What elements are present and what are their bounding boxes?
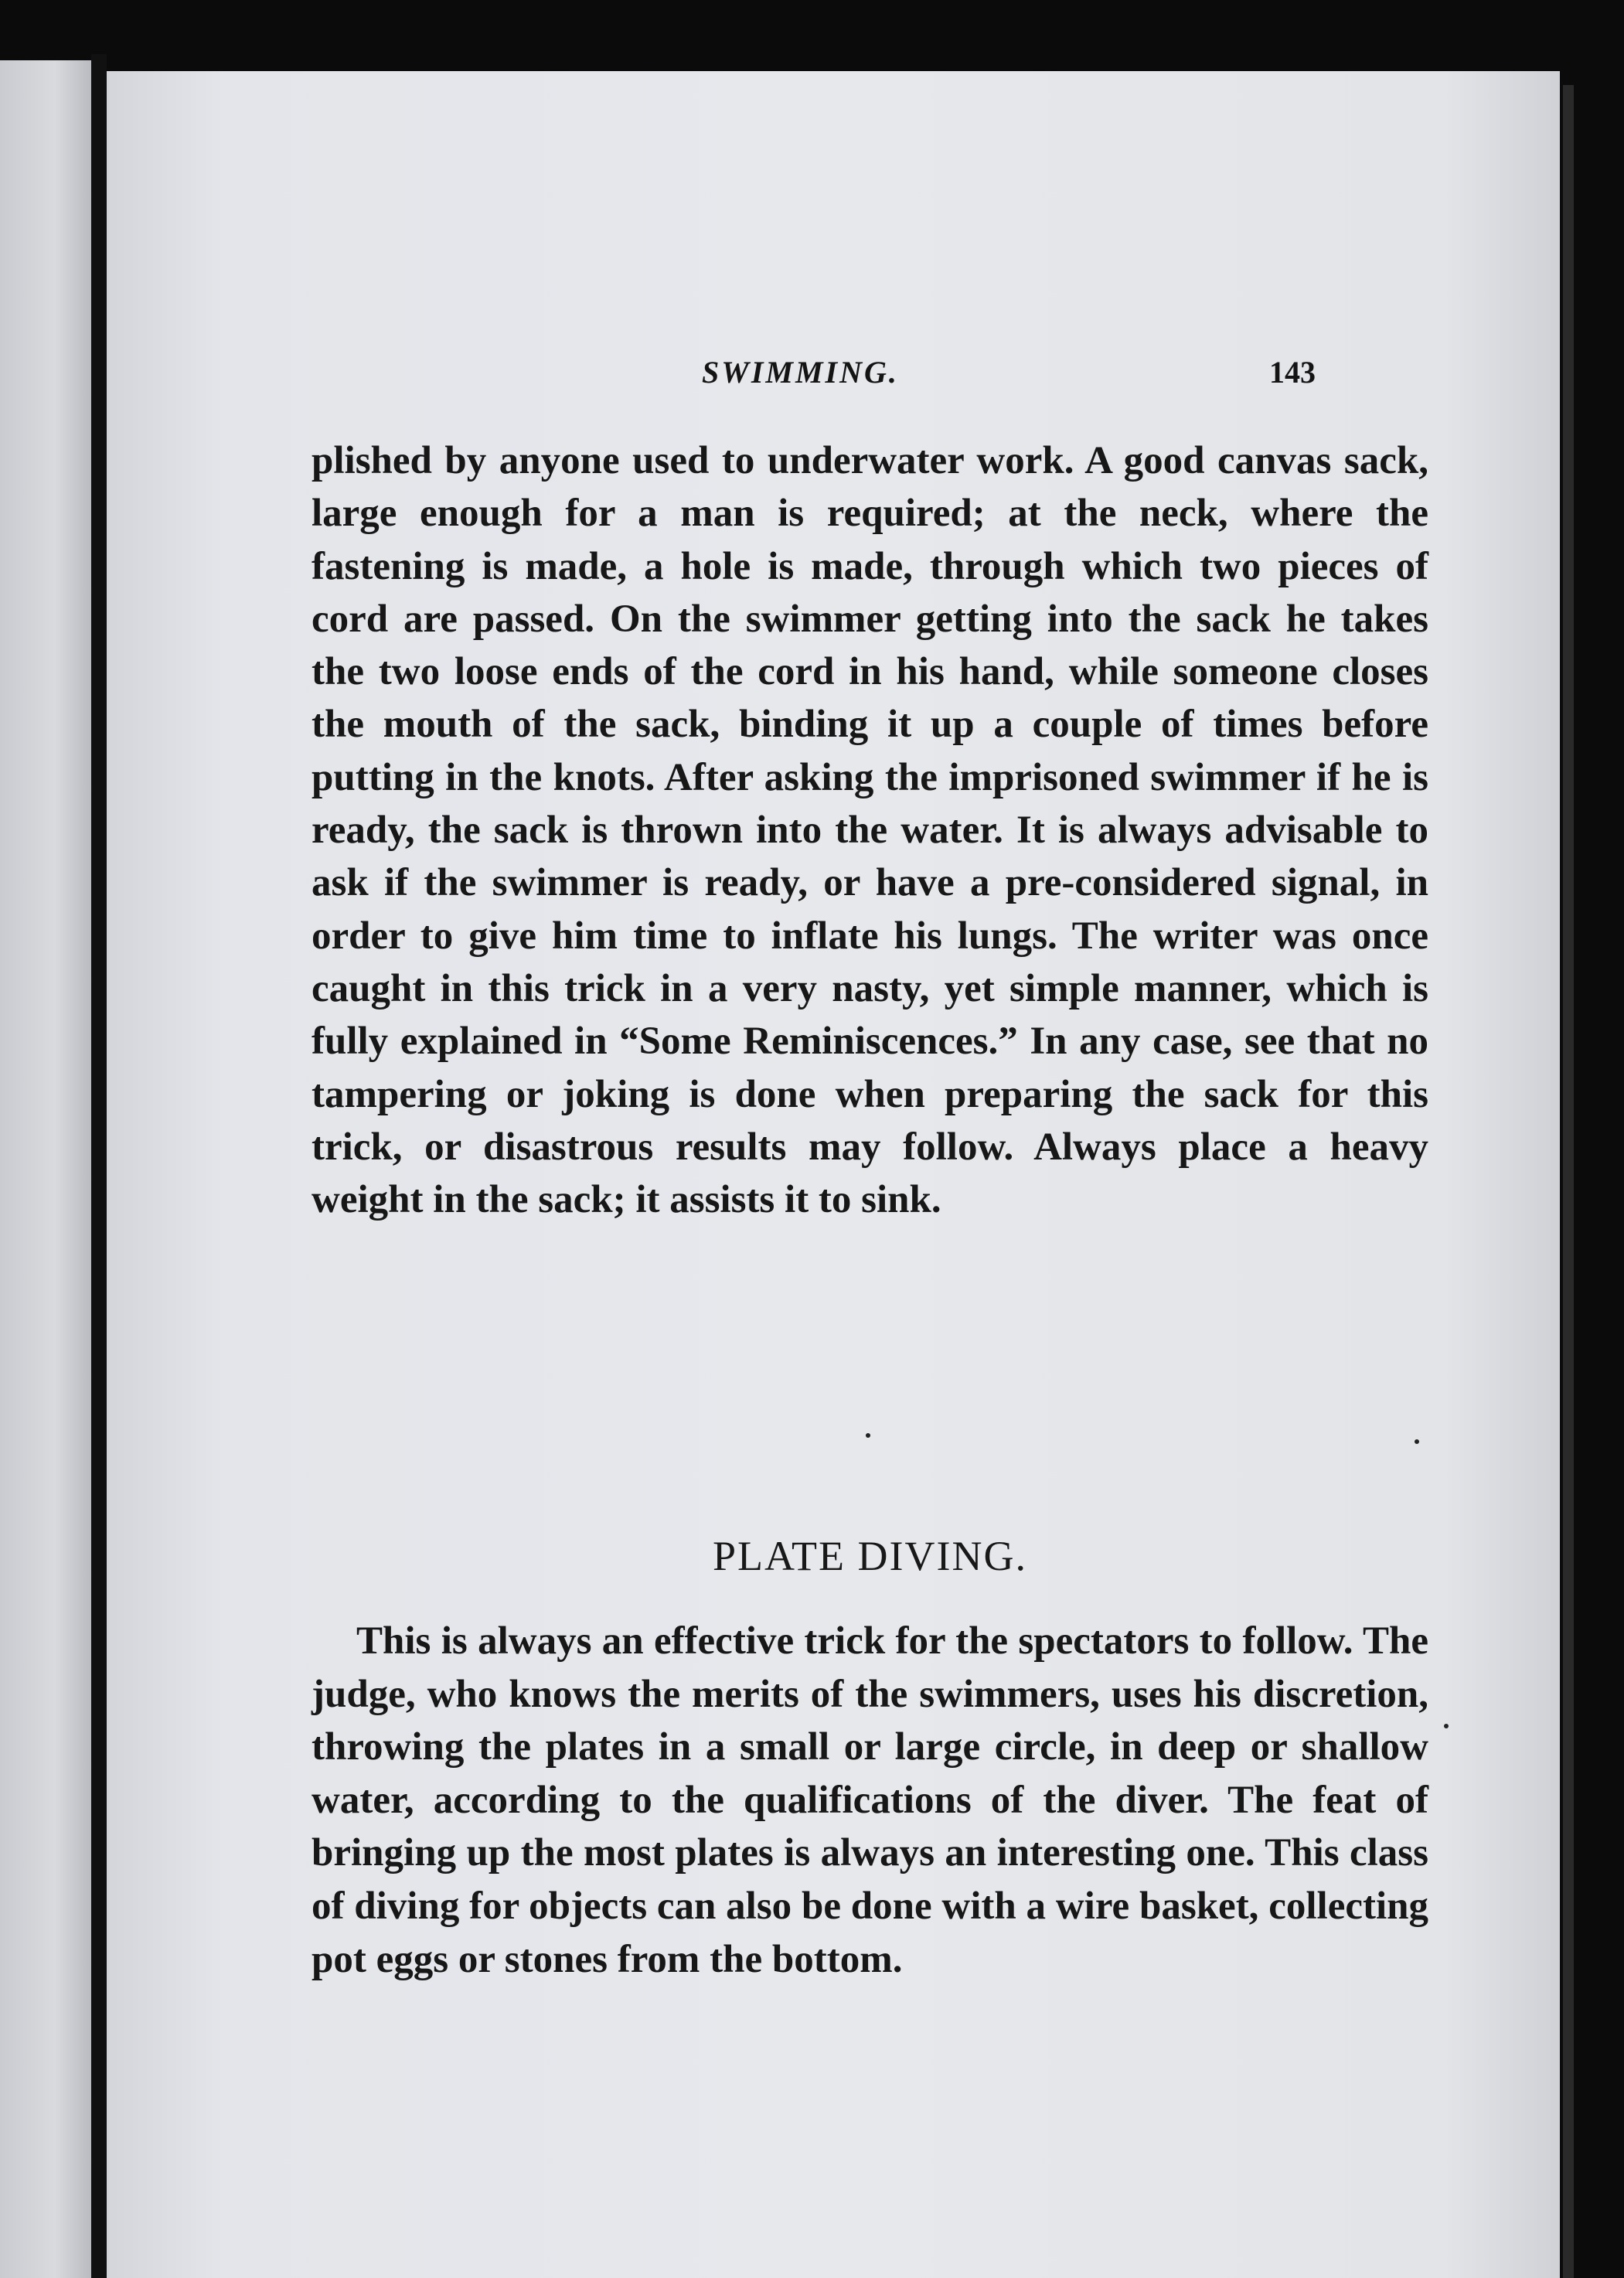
page-number: 143: [1269, 355, 1316, 390]
paragraph-sack-trick: plished by anyone used to underwater work. A good canvas sack, large enough for a man is required; at the neck, where the fastening is made, a hole is made, through which two pieces of cord are passed. On the swimmer getting into the sack he takes the two loose ends of the cord in his hand, while someone closes the mouth of the sack, binding it up a couple of times before putting in the knots. After asking the imprisoned swimmer if he is ready, the sack is thrown into the water. It is always advisable to ask if the swimmer is ready, or have a pre-considered signal, in order to give him time to inflate his lungs. The writer was once caught in this trick in a very nasty, yet simple manner, which is fully explained in “Some Reminiscences.” In any case, see that no tampering or joking is done when preparing the sack for this trick, or disastrous results may follow. Always place a heavy weight in the sack; it assists it to sink.: [312, 439, 1428, 1222]
book-gutter: [91, 54, 107, 2278]
facing-page-edge: [0, 60, 91, 2278]
scan-speck: [1415, 1439, 1419, 1444]
running-head: [107, 354, 1560, 400]
running-head-title: SWIMMING.: [702, 355, 899, 390]
scan-top-border: [0, 0, 1624, 60]
page-edge-shadow: [1563, 85, 1574, 2278]
body-text-plate-diving: [312, 1615, 1428, 1986]
section-heading: PLATE DIVING.: [713, 1533, 1027, 1579]
scan-speck: [1444, 1724, 1449, 1728]
paragraph-plate-diving: This is always an effective trick for the spectators to follow. The judge, who knows the merits of the swimmers, uses his discretion, throwing the plates in a small or large circle, in deep or shallow water, according to the qualifications of the diver. The feat of bringing up the most plates is always an interesting one. This class of diving for objects can also be done with a wire basket, collecting pot eggs or stones from the bottom.: [312, 1619, 1428, 1981]
body-text-continued: [312, 434, 1428, 1226]
scan-speck: [866, 1433, 870, 1438]
book-page: [107, 71, 1560, 2278]
